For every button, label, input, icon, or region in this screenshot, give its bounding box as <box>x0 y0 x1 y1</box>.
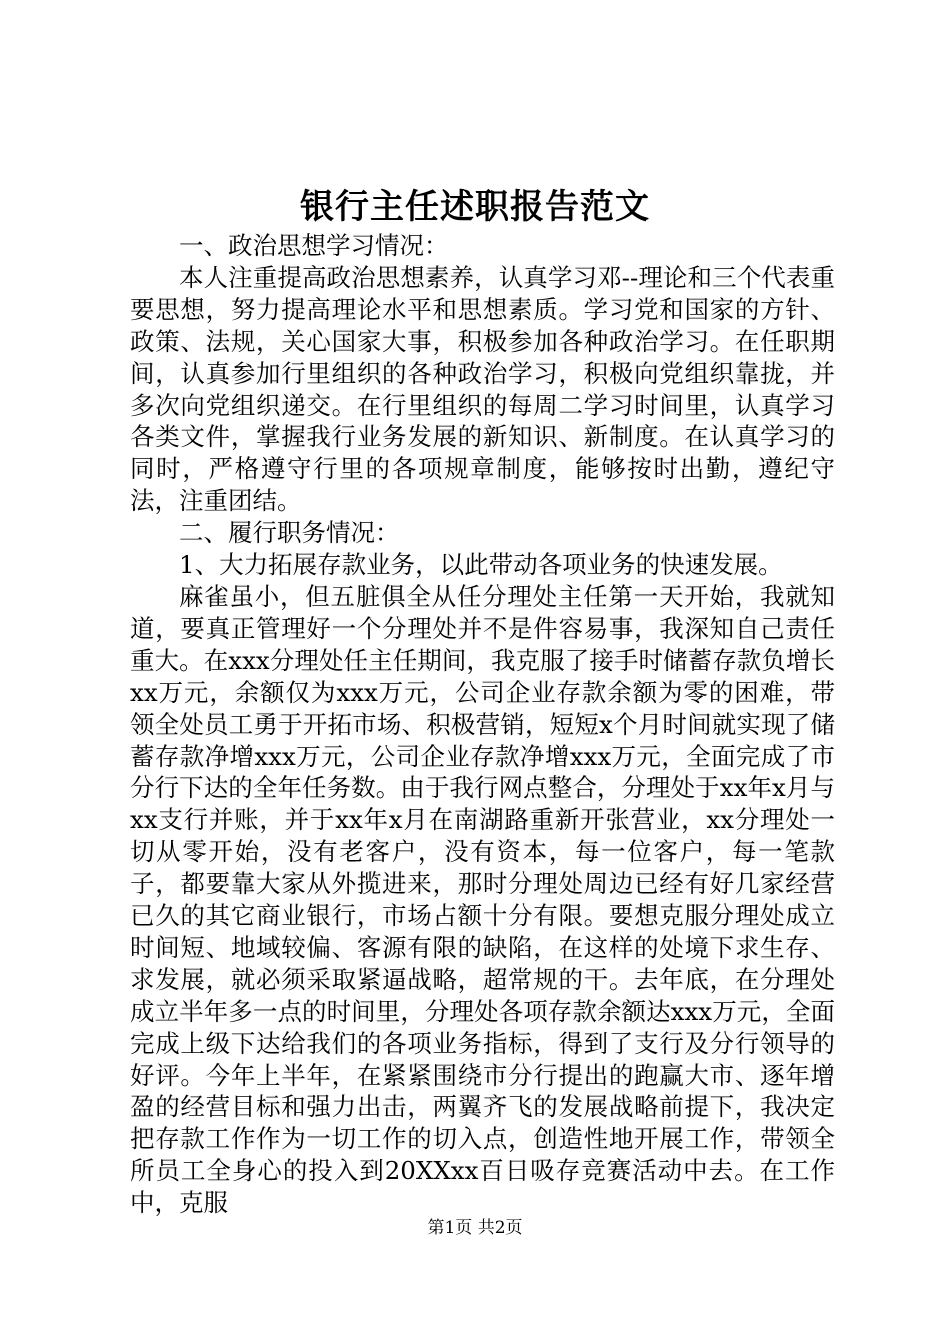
paragraph-deposits: 麻雀虽小，但五脏俱全从任分理处主任第一天开始，我就知道，要真正管理好一个分理处并不是件容易事，我深知自己责任重大。在xxx分理处任主任期间，我克服了接手时储蓄存款负增长xx万元，余额仅为xxx万元，公司企业存款余额为零的困难，带领全处员工勇于开拓市场、积极营销，短短x个月时间就实现了储蓄存款净增xxx万元，公司企业存款净增xxx万元，全面完成了市分行下达的全年任务数。由于我行网点整合，分理处于xx年x月与xx支行并账，并于xx年x月在南湖路重新开张营业，xx分理处一切从零开始，没有老客户，没有资本，每一位客户，每一笔款子，都要靠大家从外揽进来，那时分理处周边已经有好几家经营已久的其它商业银行，市场占额十分有限。要想克服分理处成立时间短、地域较偏、客源有限的缺陷，在这样的处境下求生存、求发展，就必须采取紧逼战略，超常规的干。去年底，在分理处成立半年多一点的时间里，分理处各项存款余额达xxx万元，全面完成上级下达给我们的各项业务指标，得到了支行及分行领导的好评。今年上半年，在紧紧围绕市分行提出的跑赢大市、逐年增盈的经营目标和强力出击，两翼齐飞的发展战略前提下，我决定把存款工作作为一切工作的切入点，创造性地开展工作，带领全所员工全身心的投入到20XXxx百日吸存竞赛活动中去。在工作中，克服 <box>130 581 835 1218</box>
section-heading-politics: 一、政治思想学习情况： <box>179 231 449 260</box>
document-title: 银行主任述职报告范文 <box>300 187 650 227</box>
paragraph-politics: 本人注重提高政治思想素养，认真学习邓--理论和三个代表重要思想，努力提高理论水平和思想素质。学习党和国家的方针、政策、法规，关心国家大事，积极参加各种政治学习。在任职期间，认真参加行里组织的各种政治学习，积极向党组织靠拢，并多次向党组织递交。在行里组织的每周二学习时间里，认真学习各类文件，掌握我行业务发展的新知识、新制度。在认真学习的同时，严格遵守行里的各项规章制度，能够按时出勤，遵纪守法，注重团结。 <box>130 262 835 516</box>
section-heading-duties: 二、履行职务情况： <box>179 518 400 548</box>
subheading-deposits: 1、大力拓展存款业务，以此带动各项业务的快速发展。 <box>179 550 783 580</box>
document-body <box>130 230 835 1219</box>
page-footer: 第1页 共2页 <box>427 1218 523 1238</box>
